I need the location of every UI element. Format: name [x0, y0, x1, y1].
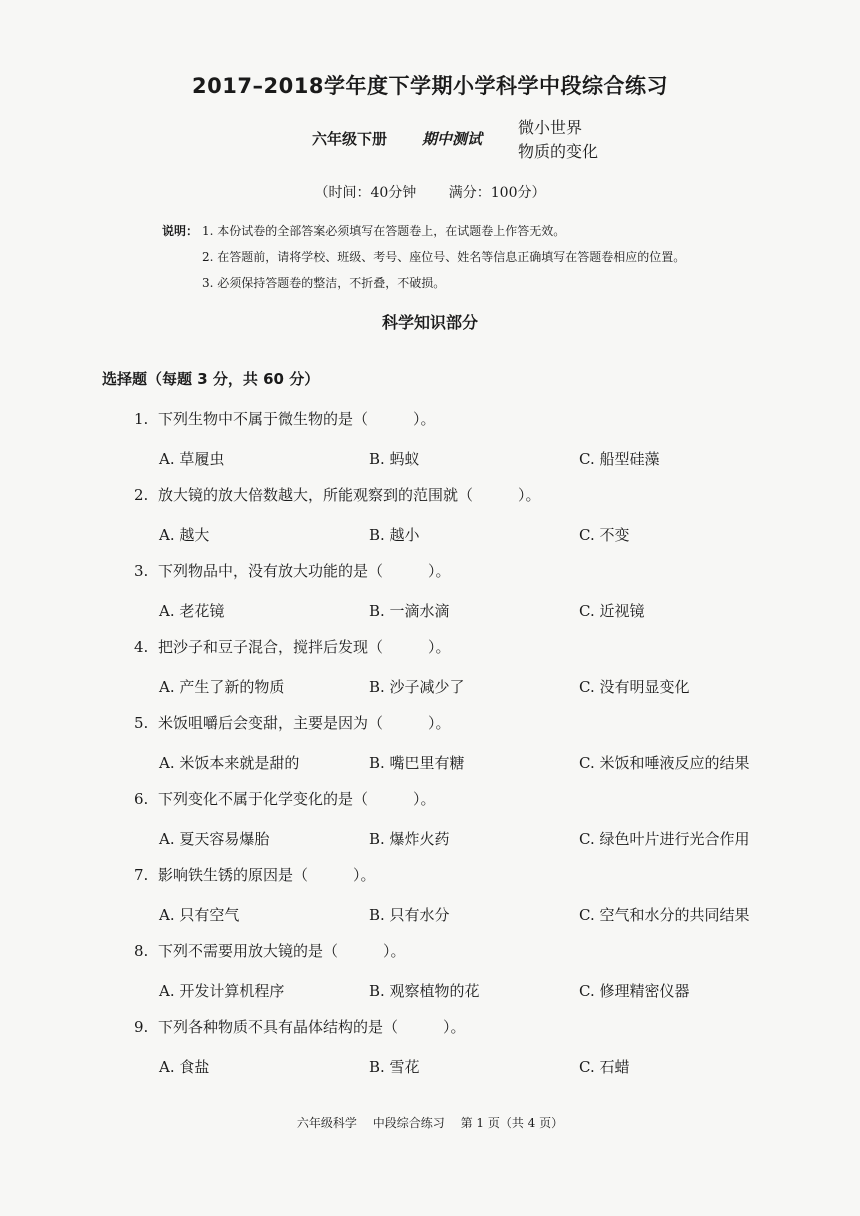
option-b: B. 嘴巴里有糖	[369, 754, 465, 772]
time-limit: （时间：40分钟	[314, 185, 417, 201]
time-score-line	[0, 182, 860, 202]
subtitle-row	[290, 116, 710, 164]
question-number: 6.	[134, 790, 149, 808]
instructions-list	[202, 218, 802, 296]
question-stem	[134, 712, 451, 733]
unit-list	[518, 116, 598, 164]
section-title: 科学知识部分	[381, 313, 478, 332]
choice-section-header: 选择题（每题 3 分，共 60 分）	[102, 370, 320, 388]
question-stem	[134, 788, 436, 809]
question-item	[0, 864, 860, 940]
question-text: 把沙子和豆子混合，搅拌后发现（ ）。	[158, 638, 451, 656]
question-stem	[134, 484, 541, 505]
question-stem	[134, 1016, 466, 1037]
question-item	[0, 560, 860, 636]
instruction-item: 3. 必须保持答题卷的整洁，不折叠，不破损。	[202, 276, 446, 290]
option-c: C. 没有明显变化	[579, 678, 690, 696]
option-a: A. 越大	[159, 526, 210, 544]
option-c: C. 米饭和唾液反应的结果	[579, 754, 750, 772]
question-stem	[134, 560, 451, 581]
footer-exam: 中段综合练习	[372, 1116, 445, 1130]
question-text: 下列物品中，没有放大功能的是（ ）。	[158, 562, 451, 580]
instructions-label: 说明：	[162, 224, 199, 238]
question-text: 影响铁生锈的原因是（ ）。	[158, 866, 376, 884]
option-a: A. 产生了新的物质	[159, 678, 285, 696]
option-a: A. 只有空气	[159, 906, 240, 924]
question-text: 下列不需要用放大镜的是（ ）。	[158, 942, 406, 960]
option-a: A. 开发计算机程序	[159, 982, 285, 1000]
option-b: B. 一滴水滴	[369, 602, 450, 620]
option-c: C. 船型硅藻	[579, 450, 660, 468]
instruction-item: 1. 本份试卷的全部答案必须填写在答题卷上，在试题卷上作答无效。	[202, 224, 566, 238]
option-a: A. 草履虫	[159, 450, 225, 468]
question-stem	[134, 636, 451, 657]
full-score: 满分：100分）	[448, 185, 546, 201]
question-stem	[134, 408, 436, 429]
question-number: 2.	[134, 486, 149, 504]
option-a: A. 夏天容易爆胎	[159, 830, 270, 848]
option-a: A. 老花镜	[159, 602, 225, 620]
option-c: C. 绿色叶片进行光合作用	[579, 830, 750, 848]
question-item	[0, 1016, 860, 1092]
exam-label: 期中测试	[422, 130, 483, 148]
question-item	[0, 636, 860, 712]
question-text: 下列生物中不属于微生物的是（ ）。	[158, 410, 436, 428]
question-text: 放大镜的放大倍数越大，所能观察到的范围就（ ）。	[158, 486, 541, 504]
instruction-item: 2. 在答题前，请将学校、班级、考号、座位号、姓名等信息正确填写在答题卷相应的位置。	[202, 250, 686, 264]
option-b: B. 爆炸火药	[369, 830, 450, 848]
unit-item: 物质的变化	[518, 142, 599, 161]
footer-page-number: 第 1 页（共 4 页）	[460, 1116, 564, 1130]
question-stem	[134, 864, 376, 885]
question-item	[0, 712, 860, 788]
option-c: C. 近视镜	[579, 602, 645, 620]
option-b: B. 只有水分	[369, 906, 450, 924]
option-c: C. 石蜡	[579, 1058, 630, 1076]
option-b: B. 观察植物的花	[369, 982, 480, 1000]
question-item	[0, 940, 860, 1016]
question-text: 下列变化不属于化学变化的是（ ）。	[158, 790, 436, 808]
question-number: 3.	[134, 562, 149, 580]
option-b: B. 蚂蚁	[369, 450, 420, 468]
question-number: 1.	[134, 410, 149, 428]
question-number: 4.	[134, 638, 149, 656]
question-stem	[134, 940, 406, 961]
question-text: 下列各种物质不具有晶体结构的是（ ）。	[158, 1018, 466, 1036]
option-a: A. 米饭本来就是甜的	[159, 754, 300, 772]
option-b: B. 沙子减少了	[369, 678, 465, 696]
question-number: 8.	[134, 942, 149, 960]
option-c: C. 不变	[579, 526, 630, 544]
option-c: C. 修理精密仪器	[579, 982, 690, 1000]
question-number: 9.	[134, 1018, 149, 1036]
option-a: A. 食盐	[159, 1058, 210, 1076]
question-item	[0, 788, 860, 864]
footer-subject: 六年级科学	[296, 1116, 357, 1130]
page-footer	[0, 1114, 860, 1131]
question-item	[0, 484, 860, 560]
exam-title: 2017–2018学年度下学期小学科学中段综合练习	[192, 74, 668, 98]
question-number: 7.	[134, 866, 149, 884]
grade-label: 六年级下册	[312, 130, 388, 148]
option-b: B. 越小	[369, 526, 420, 544]
question-text: 米饭咀嚼后会变甜，主要是因为（ ）。	[158, 714, 451, 732]
question-number: 5.	[134, 714, 149, 732]
question-item	[0, 408, 860, 484]
unit-item: 微小世界	[518, 118, 583, 137]
option-c: C. 空气和水分的共同结果	[579, 906, 750, 924]
option-b: B. 雪花	[369, 1058, 420, 1076]
